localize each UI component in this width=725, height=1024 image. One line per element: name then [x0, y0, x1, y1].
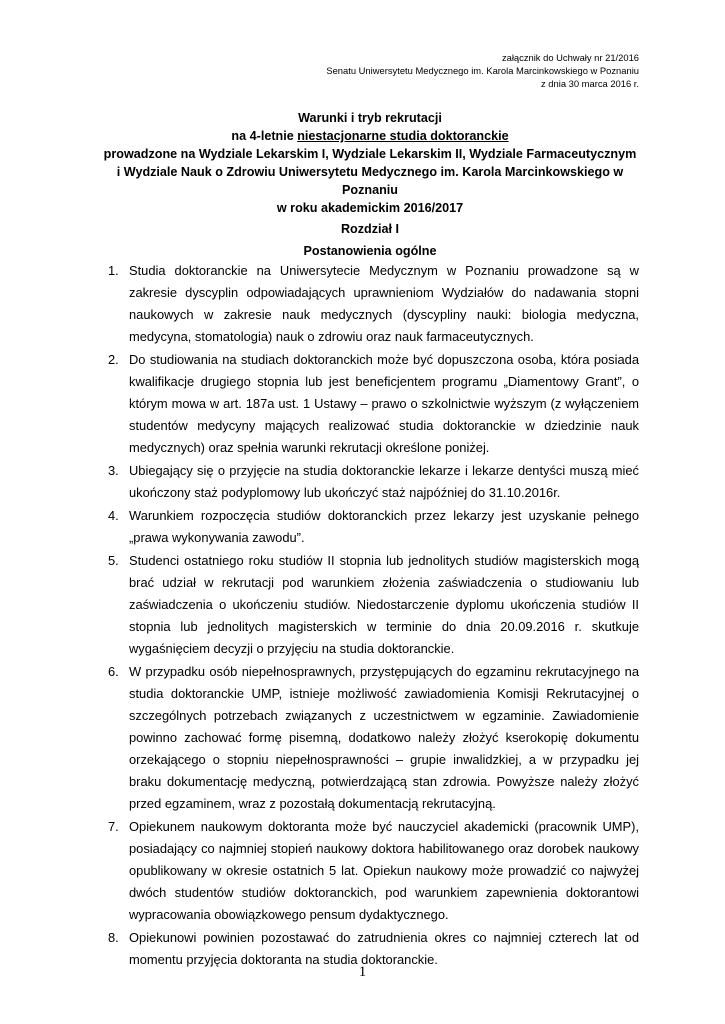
title-line-3: prowadzone na Wydziale Lekarskim I, Wydziale Lekarskim II, Wydziale Farmaceutycznym: [103, 147, 637, 161]
list-item-number: 2.: [108, 352, 119, 367]
list-item: [108, 349, 639, 459]
chapter-name: Postanowienia ogólne: [303, 244, 437, 258]
title-line-2-prefix: na 4-letnie: [231, 129, 298, 143]
list-item-number: 4.: [108, 508, 119, 523]
list-item-number: 5.: [108, 553, 119, 568]
list-item-text: W przypadku osób niepełnosprawnych, przystępujących do egzaminu rekrutacyjnego na studia doktoranckie UMP, istnieje możliwość zawiadomienia Komisji Rekrutacyjnej o szczególnych potrzebach związanych z uczestnictwem w egzaminie. Zawiadomienie powinno zachować formę pisemną, dodatkowo należy złożyć kserokopię dokumentu orzekającego o stopniu niepełnosprawności – grupie inwalidzkiej, a w przypadku jej braku dokumentację medyczną, potwierdzającą stan zdrowia. Powyższe należy złożyć przed egzaminem, wraz z pozostałą dokumentacją rekrutacyjną.: [129, 664, 639, 811]
title-line-2-underlined: niestacjonarne studia doktoranckie: [297, 129, 509, 143]
header-date-line: z dnia 30 marca 2016 r.: [541, 78, 639, 89]
list-item: [108, 661, 639, 815]
list-item-text: Studenci ostatniego roku studiów II stopnia lub jednolitych studiów magisterskich mogą brać udział w rekrutacji pod warunkiem złożenia zaświadczenia o studiowaniu lub zaświadczenia o ukończeniu studiów. Niedostarczenie dyplomu ukończenia studiów II stopnia lub jednolitych magisterskich w terminie do dnia 20.09.2016 r. skutkuje wygaśnięciem decyzji o przyjęciu na studia doktoranckie.: [129, 553, 639, 656]
list-item-text: Opiekunowi powinien pozostawać do zatrudnienia okres co najmniej czterech lat od momentu przyjęcia doktoranta na studia doktoranckie.: [129, 930, 639, 967]
provisions-list: [108, 260, 639, 972]
title-line-2: [90, 127, 650, 145]
list-item: [108, 260, 639, 348]
list-item-text: Studia doktoranckie na Uniwersytecie Medycznym w Poznaniu prowadzone są w zakresie dyscyplin odpowiadających uprawnieniom Wydziałów do nadawania stopni naukowych w zakresie nauk medycznych (dyscypliny nauki: biologia medyczna, medycyna, stomatologia) nauk o zdrowiu oraz nauk farmaceutycznych.: [129, 263, 639, 344]
list-item-text: Opiekunem naukowym doktoranta może być nauczyciel akademicki (pracownik UMP), posiadający co najmniej stopień naukowy doktora habilitowanego oraz dorobek naukowy opublikowany w okresie ostatnich 5 lat. Opiekun naukowy może prowadzić co najwyżej dwóch studentów studiów doktoranckich, pod warunkiem zapewnienia doktorantowi wypracowania obowiązkowego pensum dydaktycznego.: [129, 819, 639, 922]
list-item: [108, 550, 639, 660]
title-line-1: Warunki i tryb rekrutacji: [298, 111, 442, 125]
list-item: [108, 460, 639, 504]
chapter-heading: [90, 220, 650, 260]
list-item-number: 7.: [108, 819, 119, 834]
document-title: [90, 109, 650, 217]
list-item-text: Do studiowania na studiach doktoranckich może być dopuszczona osoba, która posiada kwalifikacje drugiego stopnia lub jest beneficjentem programu „Diamentowy Grant”, o którym mowa w art. 187a ust. 1 Ustawy – prawo o szkolnictwie wyższym (z wyłączeniem studentów medycyny mających realizować studia doktoranckie w dziedzinie nauk medycznych) oraz spełnia warunki rekrutacji określone poniżej.: [129, 352, 639, 455]
list-item: [108, 505, 639, 549]
title-line-4: i Wydziale Nauk o Zdrowiu Uniwersytetu Medycznego im. Karola Marcinkowskiego w Poznaniu: [116, 165, 624, 197]
list-item-number: 1.: [108, 263, 119, 278]
header-senate-line: Senatu Uniwersytetu Medycznego im. Karola Marcinkowskiego w Poznaniu: [326, 65, 639, 76]
list-item-number: 3.: [108, 463, 119, 478]
header-resolution-line: załącznik do Uchwały nr 21/2016: [501, 52, 639, 63]
list-item-text: Ubiegający się o przyjęcie na studia doktoranckie lekarze i lekarze dentyści muszą mieć ukończony staż podyplomowy lub ukończyć staż najpóźniej do 31.10.2016r.: [129, 463, 639, 500]
chapter-number: Rozdział I: [340, 222, 400, 236]
title-line-5: w roku akademickim 2016/2017: [276, 201, 464, 215]
document-header: [326, 51, 639, 90]
list-item-number: 6.: [108, 664, 119, 679]
list-item: [108, 816, 639, 926]
list-item-number: 8.: [108, 930, 119, 945]
page-number: 1: [358, 964, 367, 980]
list-item-text: Warunkiem rozpoczęcia studiów doktoranckich przez lekarzy jest uzyskanie pełnego „prawa wykonywania zawodu”.: [129, 508, 639, 545]
